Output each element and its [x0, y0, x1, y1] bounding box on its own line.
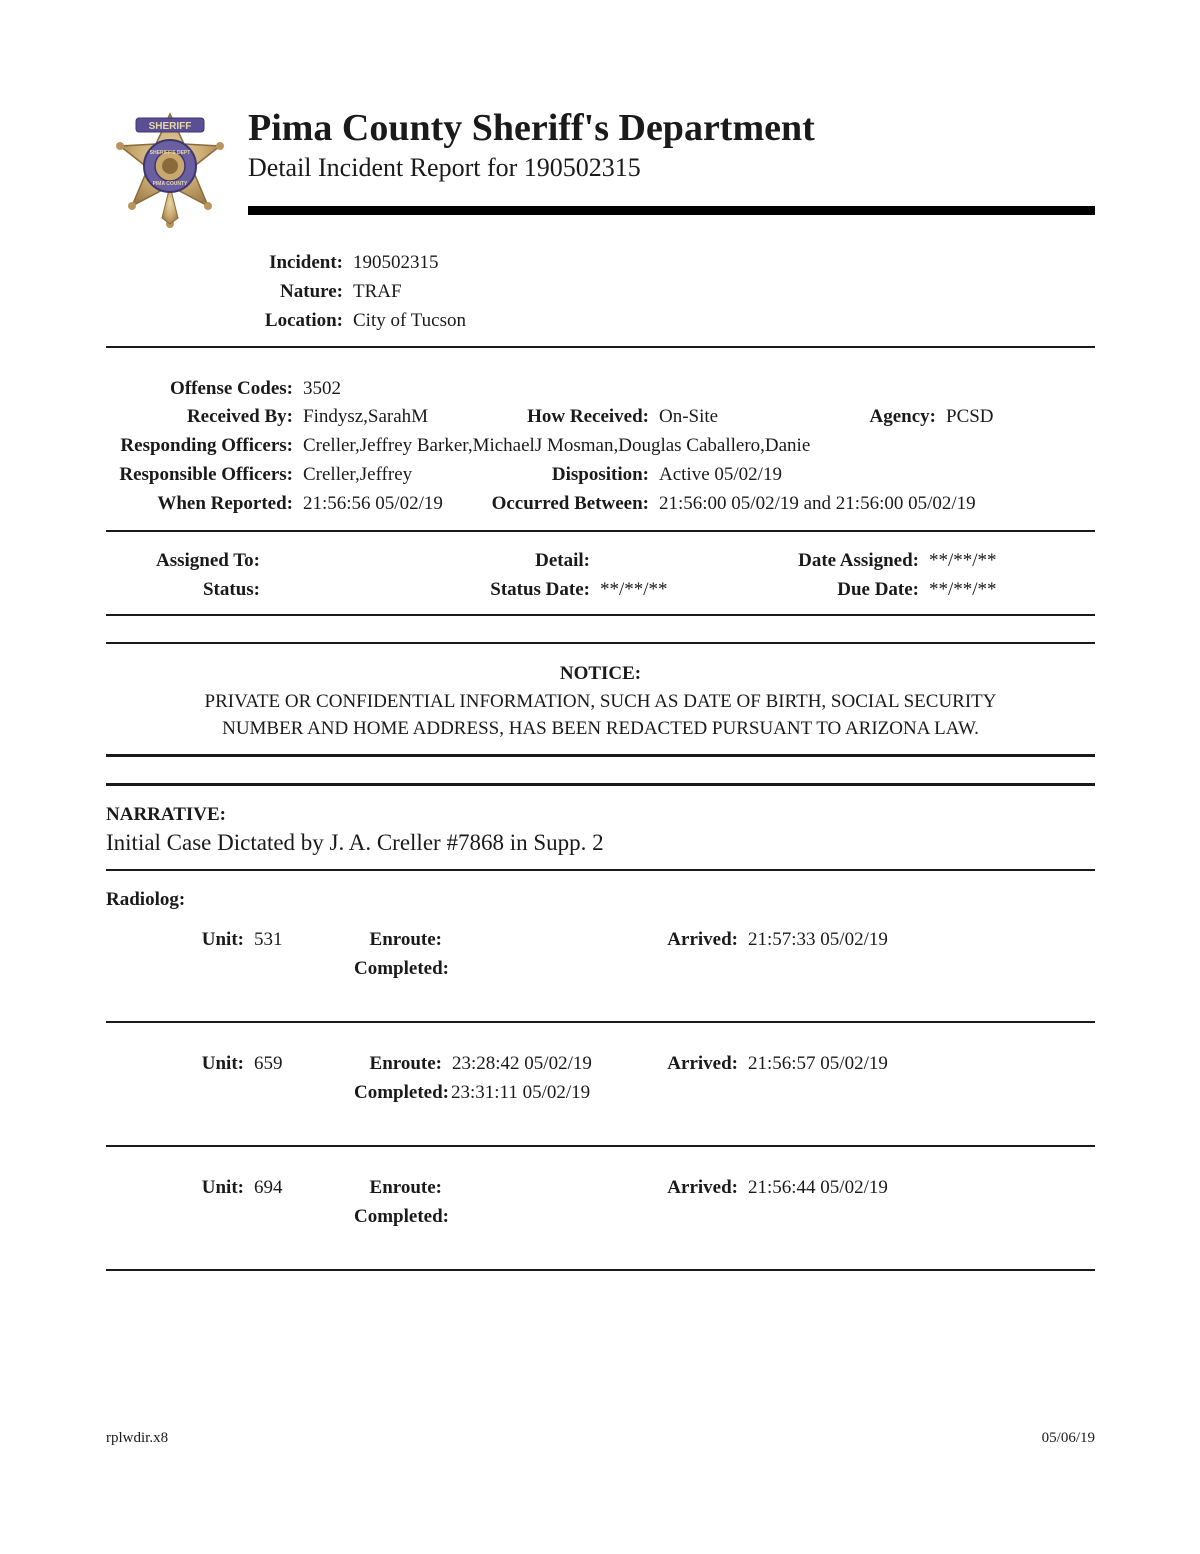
divider: [106, 869, 1095, 871]
badge-ring-top: SHERIFF'S DEPT: [149, 150, 191, 156]
offense-codes-value: 3502: [303, 378, 341, 399]
how-received-value: On-Site: [659, 406, 719, 427]
due-date-label: Due Date:: [837, 579, 919, 600]
divider: [106, 783, 1095, 786]
due-date-value: **/**/**: [929, 579, 997, 600]
footer-report-id: rplwdir.x8: [106, 1430, 169, 1446]
arrived-value: 21:56:57 05/02/19: [748, 1053, 888, 1074]
unit-label: Unit:: [201, 929, 244, 950]
enroute-label: Enroute:: [369, 1053, 442, 1074]
status-date-label: Status Date:: [490, 579, 590, 600]
assigned-to-label: Assigned To:: [155, 550, 260, 571]
narrative-text: Initial Case Dictated by J. A. Creller #7868 in Supp. 2: [106, 830, 604, 855]
arrived-label: Arrived:: [667, 1177, 738, 1198]
nature-label: Nature:: [280, 281, 343, 302]
status-date-value: **/**/**: [600, 579, 668, 600]
unit-value: 659: [254, 1053, 283, 1074]
when-reported-value: 21:56:56 05/02/19: [303, 493, 443, 514]
responding-officers-value: Creller,Jeffrey Barker,MichaelJ Mosman,Douglas Caballero,Danie: [303, 435, 811, 456]
unit-value: 694: [254, 1177, 283, 1198]
divider: [106, 754, 1095, 757]
header-bar: [248, 206, 1095, 215]
location-label: Location:: [264, 310, 343, 331]
disposition-value: Active 05/02/19: [659, 464, 782, 485]
how-received-label: How Received:: [527, 406, 649, 427]
enroute-label: Enroute:: [369, 1177, 442, 1198]
received-by-label: Received By:: [186, 406, 293, 427]
narrative-heading: NARRATIVE:: [106, 804, 226, 825]
divider: [106, 642, 1095, 644]
notice-line-1: PRIVATE OR CONFIDENTIAL INFORMATION, SUCH AS DATE OF BIRTH, SOCIAL SECURITY: [204, 691, 997, 712]
arrived-value: 21:57:33 05/02/19: [748, 929, 888, 950]
completed-label: Completed:: [354, 1082, 449, 1103]
arrived-label: Arrived:: [667, 1053, 738, 1074]
agency-label: Agency:: [869, 406, 936, 427]
status-label: Status:: [202, 579, 260, 600]
nature-value: TRAF: [353, 281, 402, 302]
enroute-value: 23:28:42 05/02/19: [452, 1053, 592, 1074]
agency-value: PCSD: [946, 406, 994, 427]
completed-value: 23:31:11 05/02/19: [451, 1082, 591, 1103]
badge-label: SHERIFF: [148, 121, 192, 132]
location-value: City of Tucson: [353, 310, 466, 331]
sheriff-badge-logo: [108, 106, 232, 234]
divider: [106, 1021, 1095, 1023]
responsible-officers-value: Creller,Jeffrey: [303, 464, 413, 485]
notice-heading: NOTICE:: [559, 663, 642, 684]
notice-line-2: NUMBER AND HOME ADDRESS, HAS BEEN REDACTED PURSUANT TO ARIZONA LAW.: [222, 718, 979, 739]
arrived-value: 21:56:44 05/02/19: [748, 1177, 888, 1198]
enroute-label: Enroute:: [369, 929, 442, 950]
divider: [106, 1269, 1095, 1271]
received-by-value: Findysz,SarahM: [303, 406, 429, 427]
occurred-between-value: 21:56:00 05/02/19 and 21:56:00 05/02/19: [659, 493, 976, 514]
occurred-between-label: Occurred Between:: [491, 493, 649, 514]
incident-label: Incident:: [269, 252, 343, 273]
completed-label: Completed:: [354, 1206, 449, 1227]
badge-ring-bottom: PIMA COUNTY: [152, 181, 188, 187]
date-assigned-label: Date Assigned:: [798, 550, 919, 571]
responsible-officers-label: Responsible Officers:: [119, 464, 293, 485]
unit-label: Unit:: [201, 1053, 244, 1074]
offense-codes-label: Offense Codes:: [170, 378, 293, 399]
detail-label: Detail:: [535, 550, 590, 571]
page-title: Pima County Sheriff's Department: [248, 107, 815, 149]
divider: [106, 346, 1095, 348]
divider: [106, 1145, 1095, 1147]
arrived-label: Arrived:: [667, 929, 738, 950]
date-assigned-value: **/**/**: [929, 550, 997, 571]
responding-officers-label: Responding Officers:: [120, 435, 293, 456]
unit-label: Unit:: [201, 1177, 244, 1198]
disposition-label: Disposition:: [551, 464, 649, 485]
completed-label: Completed:: [354, 958, 449, 979]
footer-date: 05/06/19: [1041, 1430, 1095, 1446]
divider: [106, 530, 1095, 532]
radiolog-heading: Radiolog:: [106, 889, 186, 910]
unit-value: 531: [254, 929, 283, 950]
when-reported-label: When Reported:: [157, 493, 293, 514]
incident-value: 190502315: [353, 252, 439, 273]
page-subtitle: Detail Incident Report for 190502315: [248, 153, 641, 182]
divider: [106, 614, 1095, 616]
